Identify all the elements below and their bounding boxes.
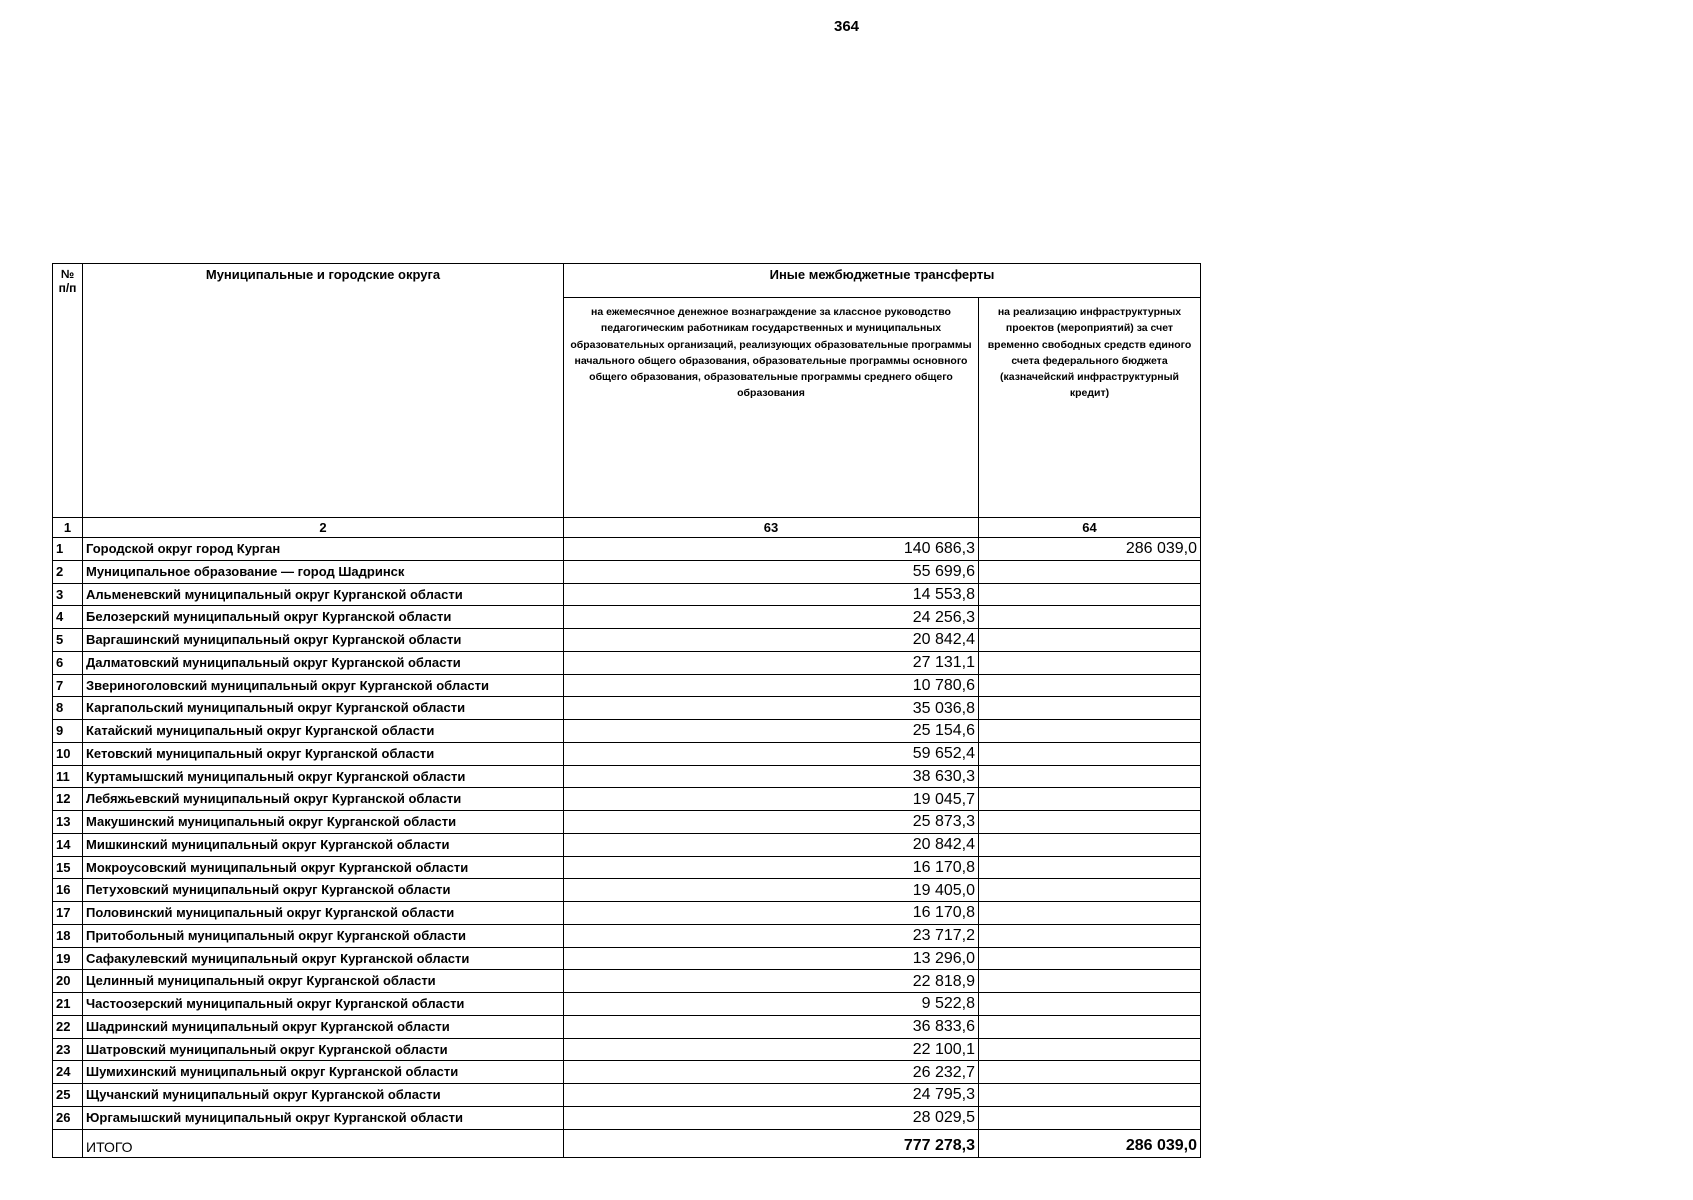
value-col64	[979, 742, 1201, 765]
table-row	[53, 1038, 1201, 1061]
table-row	[53, 651, 1201, 674]
row-number: 7	[53, 674, 83, 697]
row-number: 23	[53, 1038, 83, 1061]
municipality-name: Альменевский муниципальный округ Курганской области	[83, 583, 564, 606]
value-col63: 22 818,9	[564, 970, 979, 993]
total-col63: 777 278,3	[564, 1129, 979, 1157]
value-col63: 19 045,7	[564, 788, 979, 811]
row-number: 1	[53, 538, 83, 561]
total-row	[53, 1129, 1201, 1157]
table-row	[53, 879, 1201, 902]
row-number: 14	[53, 833, 83, 856]
table-row	[53, 788, 1201, 811]
table-row	[53, 993, 1201, 1016]
table-row	[53, 1106, 1201, 1129]
value-col63: 10 780,6	[564, 674, 979, 697]
row-number: 20	[53, 970, 83, 993]
value-col63: 35 036,8	[564, 697, 979, 720]
value-col64	[979, 629, 1201, 652]
table-row	[53, 902, 1201, 925]
table-row	[53, 697, 1201, 720]
value-col64	[979, 1038, 1201, 1061]
value-col63: 16 170,8	[564, 902, 979, 925]
value-col63: 16 170,8	[564, 856, 979, 879]
value-col64	[979, 811, 1201, 834]
table-row	[53, 720, 1201, 743]
header-name: Муниципальные и городские округа	[83, 264, 564, 518]
colnum-2: 2	[83, 518, 564, 538]
value-col63: 13 296,0	[564, 947, 979, 970]
row-number: 9	[53, 720, 83, 743]
value-col64	[979, 651, 1201, 674]
table-row	[53, 811, 1201, 834]
header-row	[53, 264, 1201, 298]
table-row	[53, 1015, 1201, 1038]
table-row	[53, 1084, 1201, 1107]
row-number: 6	[53, 651, 83, 674]
colnum-63: 63	[564, 518, 979, 538]
value-col64	[979, 674, 1201, 697]
municipality-name: Муниципальное образование — город Шадринск	[83, 560, 564, 583]
value-col64	[979, 583, 1201, 606]
value-col64	[979, 947, 1201, 970]
municipality-name: Куртамышский муниципальный округ Курганской области	[83, 765, 564, 788]
value-col63: 24 795,3	[564, 1084, 979, 1107]
value-col64	[979, 606, 1201, 629]
municipality-name: Целинный муниципальный округ Курганской области	[83, 970, 564, 993]
municipality-name: Половинский муниципальный округ Курганской области	[83, 902, 564, 925]
table-row	[53, 1061, 1201, 1084]
value-col64	[979, 902, 1201, 925]
column-numbers-row	[53, 518, 1201, 538]
row-number: 17	[53, 902, 83, 925]
value-col63: 22 100,1	[564, 1038, 979, 1061]
row-number: 21	[53, 993, 83, 1016]
colnum-64: 64	[979, 518, 1201, 538]
value-col63: 24 256,3	[564, 606, 979, 629]
value-col64: 286 039,0	[979, 538, 1201, 561]
value-col63: 26 232,7	[564, 1061, 979, 1084]
value-col64	[979, 879, 1201, 902]
row-number: 10	[53, 742, 83, 765]
municipality-name: Белозерский муниципальный округ Курганской области	[83, 606, 564, 629]
table-row	[53, 970, 1201, 993]
row-number: 18	[53, 924, 83, 947]
table-row	[53, 742, 1201, 765]
value-col63: 55 699,6	[564, 560, 979, 583]
table-row	[53, 538, 1201, 561]
value-col64	[979, 924, 1201, 947]
municipality-name: Звериноголовский муниципальный округ Курганской области	[83, 674, 564, 697]
table-row	[53, 560, 1201, 583]
table-row	[53, 833, 1201, 856]
total-col64: 286 039,0	[979, 1129, 1201, 1157]
value-col64	[979, 833, 1201, 856]
municipality-name: Городской округ город Курган	[83, 538, 564, 561]
row-number: 11	[53, 765, 83, 788]
row-number: 13	[53, 811, 83, 834]
value-col64	[979, 970, 1201, 993]
header-num: № п/п	[53, 264, 83, 518]
value-col63: 20 842,4	[564, 833, 979, 856]
value-col63: 20 842,4	[564, 629, 979, 652]
value-col64	[979, 560, 1201, 583]
municipality-name: Притобольный муниципальный округ Курганской области	[83, 924, 564, 947]
transfers-table	[52, 263, 1201, 1158]
municipality-name: Далматовский муниципальный округ Курганской области	[83, 651, 564, 674]
municipality-name: Макушинский муниципальный округ Курганской области	[83, 811, 564, 834]
value-col63: 23 717,2	[564, 924, 979, 947]
value-col64	[979, 1084, 1201, 1107]
value-col63: 36 833,6	[564, 1015, 979, 1038]
municipality-name: Кетовский муниципальный округ Курганской области	[83, 742, 564, 765]
table-row	[53, 674, 1201, 697]
row-number: 25	[53, 1084, 83, 1107]
municipality-name: Шадринский муниципальный округ Курганской области	[83, 1015, 564, 1038]
municipality-name: Юргамышский муниципальный округ Курганской области	[83, 1106, 564, 1129]
row-number: 19	[53, 947, 83, 970]
total-label: ИТОГО	[83, 1129, 564, 1157]
municipality-name: Каргапольский муниципальный округ Курганской области	[83, 697, 564, 720]
value-col64	[979, 720, 1201, 743]
municipality-name: Сафакулевский муниципальный округ Курганской области	[83, 947, 564, 970]
municipality-name: Частоозерский муниципальный округ Курганской области	[83, 993, 564, 1016]
row-number: 4	[53, 606, 83, 629]
municipality-name: Катайский муниципальный округ Курганской области	[83, 720, 564, 743]
page-number: 364	[833, 18, 860, 35]
table-row	[53, 606, 1201, 629]
value-col64	[979, 697, 1201, 720]
value-col64	[979, 765, 1201, 788]
value-col63: 25 154,6	[564, 720, 979, 743]
row-number: 15	[53, 856, 83, 879]
value-col63: 9 522,8	[564, 993, 979, 1016]
table-row	[53, 583, 1201, 606]
table-row	[53, 629, 1201, 652]
row-number: 16	[53, 879, 83, 902]
value-col63: 38 630,3	[564, 765, 979, 788]
colnum-1: 1	[53, 518, 83, 538]
value-col63: 59 652,4	[564, 742, 979, 765]
municipality-name: Мишкинский муниципальный округ Курганской области	[83, 833, 564, 856]
row-number: 5	[53, 629, 83, 652]
municipality-name: Шатровский муниципальный округ Курганской области	[83, 1038, 564, 1061]
value-col63: 140 686,3	[564, 538, 979, 561]
row-number: 3	[53, 583, 83, 606]
value-col64	[979, 993, 1201, 1016]
value-col63: 25 873,3	[564, 811, 979, 834]
row-number: 26	[53, 1106, 83, 1129]
municipality-name: Шумихинский муниципальный округ Курганской области	[83, 1061, 564, 1084]
municipality-name: Варгашинский муниципальный округ Курганской области	[83, 629, 564, 652]
header-group: Иные межбюджетные трансферты	[564, 264, 1201, 298]
value-col63: 28 029,5	[564, 1106, 979, 1129]
value-col64	[979, 788, 1201, 811]
table-row	[53, 947, 1201, 970]
value-col64	[979, 856, 1201, 879]
municipality-name: Петуховский муниципальный округ Курганской области	[83, 879, 564, 902]
value-col63: 27 131,1	[564, 651, 979, 674]
row-number: 2	[53, 560, 83, 583]
value-col63: 14 553,8	[564, 583, 979, 606]
municipality-name: Лебяжьевский муниципальный округ Курганской области	[83, 788, 564, 811]
value-col64	[979, 1015, 1201, 1038]
row-number: 24	[53, 1061, 83, 1084]
row-number: 8	[53, 697, 83, 720]
table-row	[53, 924, 1201, 947]
value-col63: 19 405,0	[564, 879, 979, 902]
total-empty-cell	[53, 1129, 83, 1157]
row-number: 12	[53, 788, 83, 811]
table-row	[53, 765, 1201, 788]
municipality-name: Мокроусовский муниципальный округ Курганской области	[83, 856, 564, 879]
value-col64	[979, 1061, 1201, 1084]
header-col63: на ежемесячное денежное вознаграждение за классное руководство педагогическим работникам государственных и муниципальных образовательных организаций, реализующих образовательные программы начального общего образования, образовательные программы основного общего образования, образовательные программы среднего общего образования	[564, 298, 979, 518]
row-number: 22	[53, 1015, 83, 1038]
value-col64	[979, 1106, 1201, 1129]
municipality-name: Щучанский муниципальный округ Курганской области	[83, 1084, 564, 1107]
table-row	[53, 856, 1201, 879]
header-col64: на реализацию инфраструктурных проектов (мероприятий) за счет временно свободных средств единого счета федерального бюджета (казначейский инфраструктурный кредит)	[979, 298, 1201, 518]
